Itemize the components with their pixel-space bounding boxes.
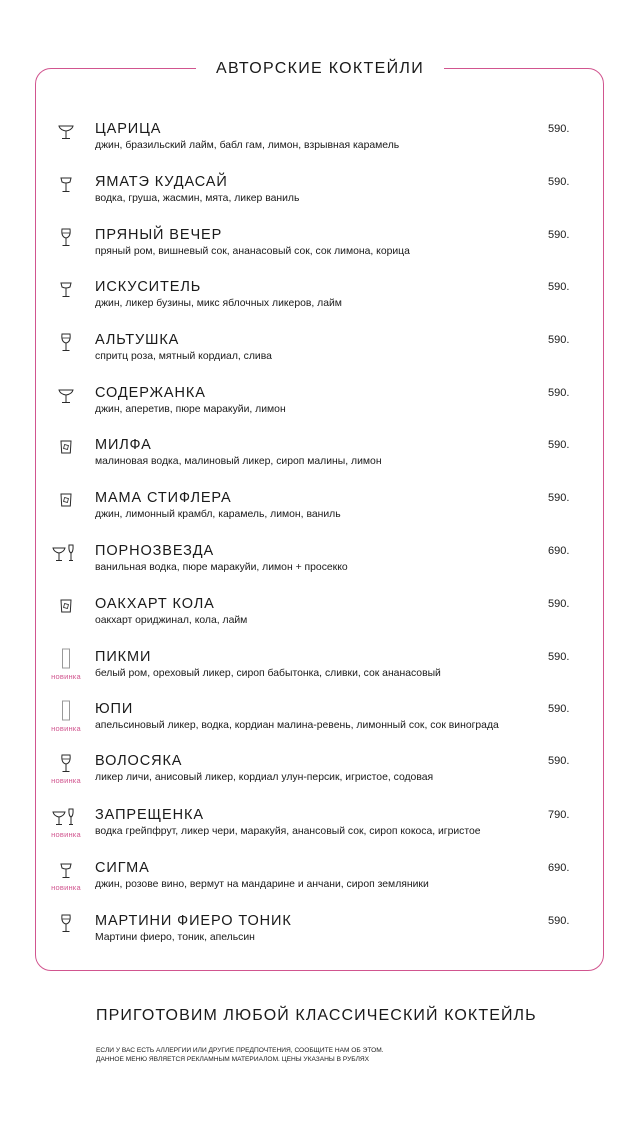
item-name: МАМА СТИФЛЕРА (95, 490, 232, 506)
menu-item (0, 752, 641, 792)
item-name: ЯМАТЭ КУДАСАЙ (95, 174, 228, 190)
item-description: Мартини фиеро, тоник, апельсин (95, 932, 255, 943)
item-price: 590. (548, 492, 570, 504)
wine-glass-icon (48, 912, 84, 946)
item-price: 590. (548, 123, 570, 135)
item-price: 690. (548, 545, 570, 557)
menu-item (0, 700, 641, 740)
item-description: джин, лимонный крамбл, карамель, лимон, ваниль (95, 509, 341, 520)
menu-item (0, 806, 641, 846)
rocks-glass-icon (48, 595, 84, 629)
cocktail-glass-icon (48, 278, 84, 312)
menu-item (0, 120, 641, 160)
item-name: ВОЛОСЯКА (95, 753, 183, 769)
item-name: АЛЬТУШКА (95, 332, 180, 348)
menu-item (0, 436, 641, 476)
item-description: малиновая водка, малиновый ликер, сироп малины, лимон (95, 456, 382, 467)
rocks-glass-icon (48, 436, 84, 470)
item-description: белый ром, ореховый ликер, сироп бабытонка, сливки, сок ананасовый (95, 668, 441, 679)
wine-glass-icon (48, 752, 84, 786)
coupe-and-flute-icon (48, 542, 84, 576)
wine-glass-icon (48, 226, 84, 260)
item-description: пряный ром, вишневый сок, ананасовый сок, сок лимона, корица (95, 246, 410, 257)
footer-title: ПРИГОТОВИМ ЛЮБОЙ КЛАССИЧЕСКИЙ КОКТЕЙЛЬ (96, 1007, 537, 1024)
section-title: АВТОРСКИЕ КОКТЕЙЛИ (215, 60, 424, 77)
menu-item (0, 331, 641, 371)
item-price: 590. (548, 915, 570, 927)
item-description: джин, бразильский лайм, бабл гам, лимон, взрывная карамель (95, 140, 400, 151)
advertising-note: ДАННОЕ МЕНЮ ЯВЛЯЕТСЯ РЕКЛАМНЫМ МАТЕРИАЛОМ. ЦЕНЫ УКАЗАНЫ В РУБЛЯХ (96, 1056, 370, 1063)
item-price: 590. (548, 598, 570, 610)
new-badge: новинка (51, 724, 81, 733)
item-description: ванильная водка, пюре маракуйи, лимон + просекко (95, 562, 348, 573)
item-price: 690. (548, 862, 570, 874)
item-price: 590. (548, 334, 570, 346)
menu-item (0, 226, 641, 266)
item-name: ЦАРИЦА (95, 121, 162, 137)
item-name: ИСКУСИТЕЛЬ (95, 279, 202, 295)
item-price: 590. (548, 703, 570, 715)
menu-item (0, 489, 641, 529)
menu-item (0, 859, 641, 899)
item-description: апельсиновый ликер, водка, кордиан малина-ревень, лимонный сок, сок винограда (95, 720, 499, 731)
menu-item (0, 278, 641, 318)
menu-item (0, 542, 641, 582)
allergy-note: ЕСЛИ У ВАС ЕСТЬ АЛЛЕРГИИ ИЛИ ДРУГИЕ ПРЕДПОЧТЕНИЯ, СООБЩИТЕ НАМ ОБ ЭТОМ. (96, 1047, 384, 1054)
item-description: ликер личи, анисовый ликер, кордиал улун-персик, игристое, содовая (95, 772, 434, 783)
item-description: джин, ликер бузины, микс яблочных ликеров, лайм (95, 298, 342, 309)
highball-glass-icon (48, 648, 84, 682)
item-price: 590. (548, 387, 570, 399)
item-description: джин, аперетив, пюре маракуйи, лимон (95, 404, 286, 415)
item-name: ЗАПРЕЩЕНКА (95, 807, 204, 823)
item-description: водка, груша, жасмин, мята, ликер ваниль (95, 193, 300, 204)
new-badge: новинка (51, 776, 81, 785)
menu-item (0, 912, 641, 952)
item-name: СИГМА (95, 860, 150, 876)
item-price: 590. (548, 176, 570, 188)
coupe-glass-icon (48, 120, 84, 154)
item-price: 590. (548, 281, 570, 293)
coupe-glass-icon (48, 384, 84, 418)
item-description: джин, розове вино, вермут на мандарине и анчани, сироп земляники (95, 879, 429, 890)
item-name: ЮПИ (95, 701, 134, 717)
item-name: ПРЯНЫЙ ВЕЧЕР (95, 227, 223, 243)
menu-item (0, 173, 641, 213)
rocks-glass-icon (48, 489, 84, 523)
item-price: 590. (548, 229, 570, 241)
item-name: ОАКХАРТ КОЛА (95, 596, 215, 612)
cocktail-glass-icon (48, 173, 84, 207)
item-description: спритц роза, мятный кордиал, слива (95, 351, 272, 362)
new-badge: новинка (51, 830, 81, 839)
menu-item (0, 384, 641, 424)
cocktail-glass-icon (48, 859, 84, 893)
item-price: 590. (548, 651, 570, 663)
item-description: водка грейпфрут, ликер чери, маракуйя, анансовый сок, сироп кокоса, игристое (95, 826, 481, 837)
item-name: МИЛФА (95, 437, 152, 453)
item-name: ПИКМИ (95, 649, 152, 665)
item-description: оакхарт ориджинал, кола, лайм (95, 615, 248, 626)
item-name: МАРТИНИ ФИЕРО ТОНИК (95, 913, 292, 929)
highball-glass-icon (48, 700, 84, 734)
item-name: ПОРНОЗВЕЗДА (95, 543, 215, 559)
wine-glass-icon (48, 331, 84, 365)
item-name: СОДЕРЖАНКА (95, 385, 206, 401)
item-price: 590. (548, 755, 570, 767)
coupe-and-flute-icon (48, 806, 84, 840)
new-badge: новинка (51, 672, 81, 681)
item-price: 590. (548, 439, 570, 451)
item-price: 790. (548, 809, 570, 821)
menu-item (0, 648, 641, 688)
new-badge: новинка (51, 883, 81, 892)
menu-item (0, 595, 641, 635)
